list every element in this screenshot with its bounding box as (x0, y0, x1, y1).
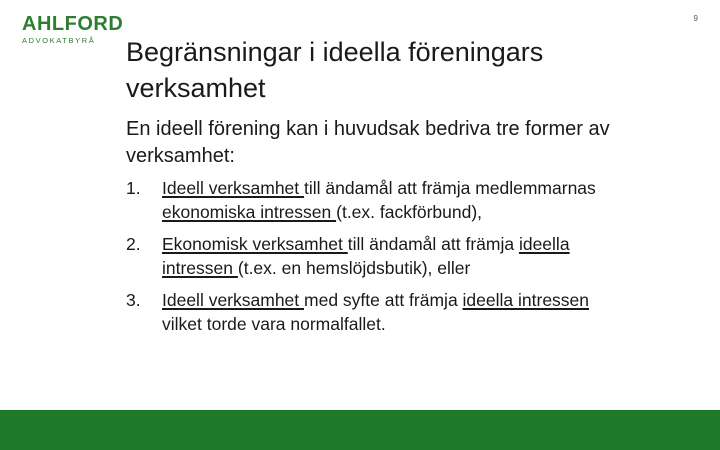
list-item-number: 3. (126, 290, 141, 310)
list-item (126, 176, 626, 224)
underlined-term: ideella intressen (462, 290, 590, 310)
page-number: 9 (693, 14, 698, 23)
list-item-text (162, 290, 589, 334)
item-text: (t.ex. fackförbund), (336, 202, 483, 222)
list-item-text (162, 178, 596, 222)
list-item (126, 288, 626, 336)
logo-wordmark: AHLFORD (22, 13, 124, 35)
slide-title: Begränsningar i ideella föreningars verksamhet (126, 37, 544, 103)
item-text: vilket torde vara normalfallet. (162, 314, 386, 334)
footer-bar (0, 410, 720, 450)
underlined-term: Ideell verksamhet (162, 178, 305, 198)
item-text: med syfte att främja (304, 290, 463, 310)
list-item-text (162, 234, 570, 278)
logo-subtitle: ADVOKATBYRÅ (22, 36, 96, 45)
list-item-number: 1. (126, 178, 141, 198)
activity-list (126, 176, 626, 344)
item-text: till ändamål att främja (347, 234, 519, 254)
item-text: till ändamål att främja medlemmarnas (304, 178, 596, 198)
underlined-term: ekonomiska intressen (162, 202, 337, 222)
ahlford-logo (22, 14, 132, 46)
item-text: (t.ex. en hemslöjdsbutik), eller (237, 258, 471, 278)
list-item (126, 232, 626, 280)
underlined-term: Ideell verksamhet (162, 290, 305, 310)
list-item-number: 2. (126, 234, 141, 254)
underlined-term: ideella intressen (162, 234, 570, 278)
underlined-term: Ekonomisk verksamhet (162, 234, 348, 254)
intro-text: En ideell förening kan i huvudsak bedriva tre former av verksamhet: (126, 118, 610, 167)
